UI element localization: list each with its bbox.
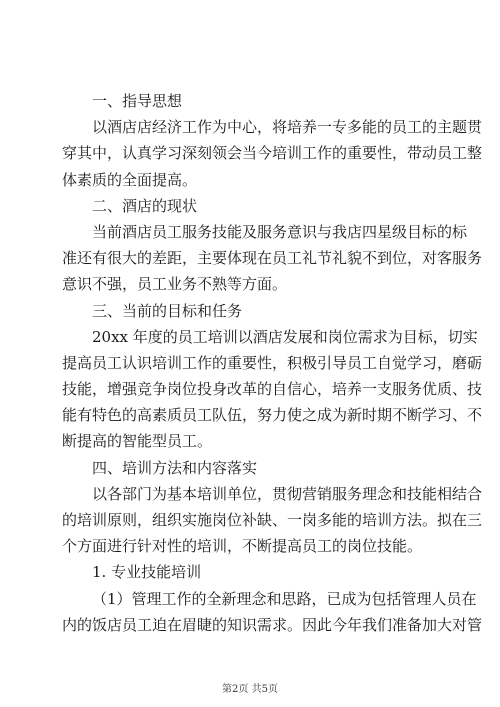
text-line: 20xx 年度的员工培训以酒店发展和岗位需求为目标，切实 xyxy=(92,327,478,346)
text-line: 个方面进行针对性的培训，不断提高员工的岗位技能。 xyxy=(62,537,423,556)
text-line: 断提高的智能型员工。 xyxy=(62,432,213,451)
text-line: 一、指导思想 xyxy=(92,92,183,110)
text-line: 体素质的全面提高。 xyxy=(62,170,198,189)
text-line: 以酒店店经济工作为中心，将培养一专多能的员工的主题贯 xyxy=(92,118,483,137)
text-line: 穿其中，认真学习深刻领会当今培训工作的重要性，带动员工整 xyxy=(62,144,483,163)
text-line: 的培训原则，组织实施岗位补缺、一岗多能的培训方法。拟在三 xyxy=(62,511,483,529)
text-line: 三、当前的目标和任务 xyxy=(92,301,243,320)
text-line: 二、酒店的现状 xyxy=(92,196,198,215)
document-body xyxy=(62,88,483,638)
text-line: 内的饭店员工迫在眉睫的知识需求。因此今年我们准备加大对管 xyxy=(62,615,483,634)
text-line: （1）管理工作的全新理念和思路，已成为包括管理人员在 xyxy=(92,589,477,608)
text-line: 以各部门为基本培训单位，贯彻营销服务理念和技能相结合 xyxy=(92,484,483,503)
text-line: 四、培训方法和内容落实 xyxy=(92,458,258,477)
text-line: 1. 专业技能培训 xyxy=(92,563,202,582)
text-line: 技能，增强竞争岗位投身改革的自信心，培养一支服务优质、技 xyxy=(62,380,483,399)
text-line: 准还有很大的差距，主要体现在员工礼节礼貌不到位，对客服务 xyxy=(62,249,483,268)
text-line: 意识不强，员工业务不熟等方面。 xyxy=(62,275,288,294)
text-line: 提高员工认识培训工作的重要性，积极引导员工自觉学习，磨砺 xyxy=(62,353,483,372)
page-footer: 第2页 共5页 xyxy=(222,684,278,695)
text-line: 当前酒店员工服务技能及服务意识与我店四星级目标的标 xyxy=(92,222,468,241)
text-line: 能有特色的高素质员工队伍，努力使之成为新时期不断学习、不 xyxy=(62,406,483,425)
